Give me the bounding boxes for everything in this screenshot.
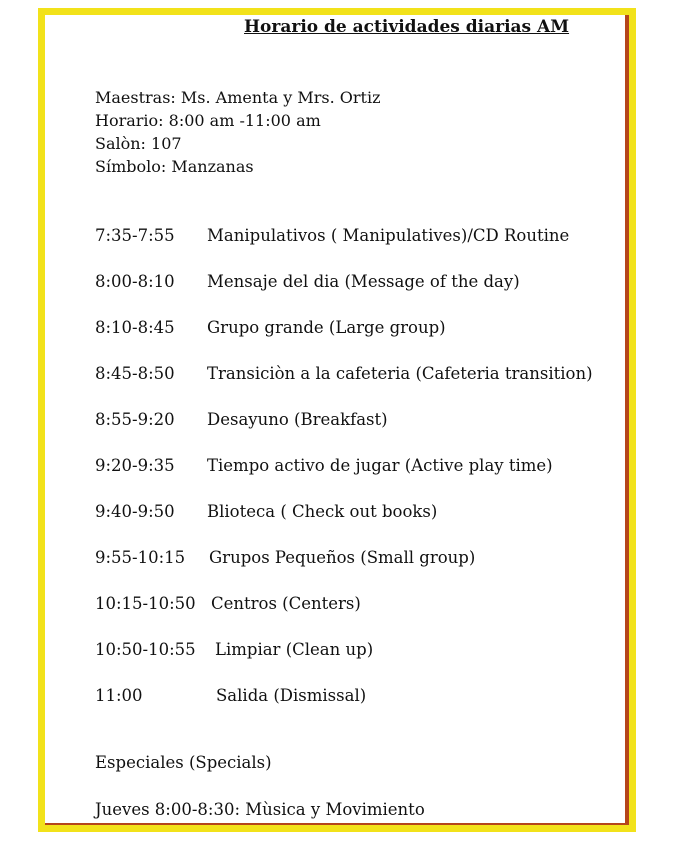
schedule-activity: Transiciòn a la cafeteria (Cafeteria transition) (207, 364, 593, 383)
schedule-time: 8:45-8:50 (95, 364, 175, 383)
schedule-row (95, 226, 615, 272)
schedule-time: 11:00 (95, 686, 143, 705)
specials-heading: Especiales (Specials) (95, 753, 272, 772)
schedule-activity: Desayuno (Breakfast) (207, 410, 388, 429)
specials-item: Jueves 8:00-8:30: Mùsica y Movimiento (95, 800, 425, 819)
class-info (95, 86, 381, 178)
schedule-activity: Manipulativos ( Manipulatives)/CD Routine (207, 226, 570, 245)
schedule-time: 10:50-10:55 (95, 640, 196, 659)
schedule-time: 8:00-8:10 (95, 272, 175, 291)
schedule-row (95, 272, 615, 318)
schedule-activity: Limpiar (Clean up) (215, 640, 374, 659)
room-line: Salòn: 107 (95, 134, 182, 153)
schedule-activity: Tiempo activo de jugar (Active play time) (207, 456, 553, 475)
schedule-row (95, 456, 615, 502)
page-title: Horario de actividades diarias AM (244, 17, 570, 37)
schedule-time: 9:40-9:50 (95, 502, 175, 521)
hours-line: Horario: 8:00 am -11:00 am (95, 111, 321, 130)
schedule-row (95, 686, 615, 732)
schedule-row (95, 364, 615, 410)
teachers-line: Maestras: Ms. Amenta y Mrs. Ortiz (95, 88, 381, 107)
schedule-activity: Grupo grande (Large group) (207, 318, 446, 337)
schedule-time: 10:15-10:50 (95, 594, 196, 613)
frame-accent-right (625, 15, 629, 825)
schedule-activity: Mensaje del dia (Message of the day) (207, 272, 520, 291)
schedule-time: 9:20-9:35 (95, 456, 175, 475)
schedule-row (95, 410, 615, 456)
schedule-activity: Blioteca ( Check out books) (207, 502, 438, 521)
schedule-time: 9:55-10:15 (95, 548, 186, 567)
schedule-activity: Salida (Dismissal) (216, 686, 367, 705)
schedule-time: 7:35-7:55 (95, 226, 175, 245)
schedule-row (95, 318, 615, 364)
schedule-activity: Grupos Pequeños (Small group) (209, 548, 476, 567)
schedule-list (95, 226, 615, 732)
schedule-time: 8:55-9:20 (95, 410, 175, 429)
schedule-time: 8:10-8:45 (95, 318, 175, 337)
frame-accent-bottom (45, 823, 629, 825)
symbol-line: Símbolo: Manzanas (95, 157, 254, 176)
schedule-row (95, 594, 615, 640)
schedule-activity: Centros (Centers) (211, 594, 361, 613)
schedule-row (95, 502, 615, 548)
schedule-row (95, 640, 615, 686)
schedule-row (95, 548, 615, 594)
